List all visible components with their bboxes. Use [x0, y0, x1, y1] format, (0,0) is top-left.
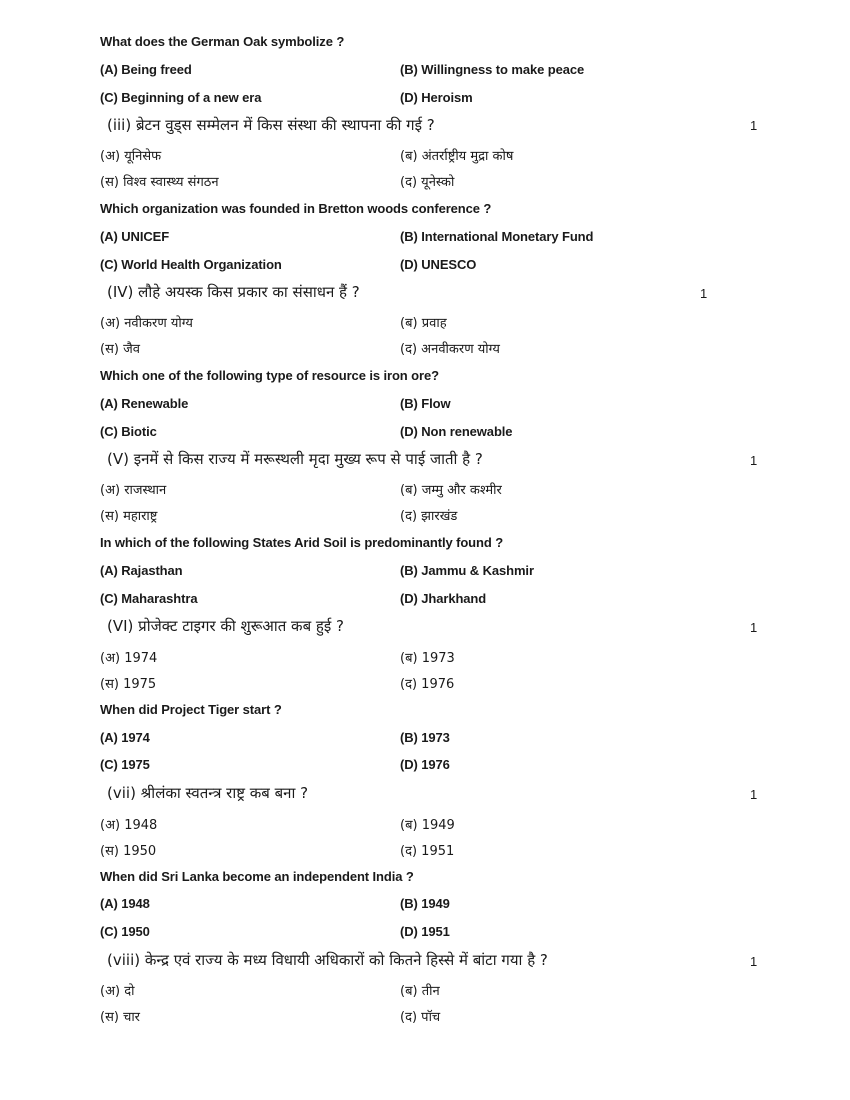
option-a: (अ) दो: [100, 984, 135, 999]
option-row: [100, 674, 455, 692]
option-row: [100, 313, 447, 331]
question-hi: (iii) ब्रेटन वुड्स सम्मेलन में किस संस्था की स्थापना की गई ?: [107, 116, 435, 134]
marks: 1: [750, 118, 758, 133]
question-en: When did Sri Lanka become an independent India ?: [100, 869, 414, 884]
option-d: (द) अनवीकरण योग्य: [400, 342, 500, 357]
option-row: [100, 924, 450, 939]
option-row: [100, 90, 473, 105]
marks: 1: [750, 787, 758, 802]
option-row: [100, 981, 440, 999]
option-b: (ब) 1973: [400, 651, 455, 666]
marks: 1: [700, 286, 708, 301]
option-d: (D) Non renewable: [400, 424, 513, 439]
option-d: (D) Heroism: [400, 90, 473, 105]
question-hi: (V) इनमें से किस राज्य में मरूस्थली मृदा मुख्य रूप से पाई जाती है ?: [107, 450, 483, 468]
option-row: [100, 396, 451, 411]
option-row: [100, 257, 477, 272]
option-c: (C) Biotic: [100, 424, 157, 439]
option-c: (स) जैव: [100, 342, 140, 357]
option-row: [100, 896, 450, 911]
option-b: (B) International Monetary Fund: [400, 229, 594, 244]
option-a: (अ) 1948: [100, 818, 158, 833]
question-en: Which organization was founded in Bretton woods conference ?: [100, 201, 492, 216]
option-c: (C) Maharashtra: [100, 591, 198, 606]
option-row: [100, 841, 455, 859]
option-a: (A) Renewable: [100, 396, 189, 411]
option-d: (द) पॉच: [400, 1010, 441, 1025]
question-hi: (vii) श्रीलंका स्वतन्त्र राष्ट्र कब बना ?: [107, 784, 309, 802]
option-c: (स) महाराष्ट्र: [100, 509, 158, 524]
option-d: (द) यूनेस्को: [400, 175, 455, 190]
option-row: [100, 591, 487, 606]
option-row: [100, 757, 450, 772]
question-hi: (viii) केन्द्र एवं राज्य के मध्य विधायी अधिकारों को कितने हिस्से में बांटा गया है ?: [107, 951, 548, 969]
option-row: [100, 424, 513, 439]
option-d: (D) UNESCO: [400, 257, 477, 272]
option-row: [100, 815, 455, 833]
marks: 1: [750, 453, 758, 468]
option-b: (ब) प्रवाह: [400, 316, 447, 331]
option-b: (ब) तीन: [400, 984, 440, 999]
option-b: (B) 1973: [400, 730, 450, 745]
question-en: In which of the following States Arid Soil is predominantly found ?: [100, 535, 504, 550]
option-d: (द) 1976: [400, 677, 455, 692]
marks: 1: [750, 954, 758, 969]
option-a: (A) Being freed: [100, 62, 192, 77]
option-b: (ब) 1949: [400, 818, 455, 833]
question-hi: (VI) प्रोजेक्ट टाइगर की शुरूआत कब हुई ?: [107, 617, 344, 635]
option-a: (अ) नवीकरण योग्य: [100, 316, 193, 331]
option-d: (D) 1951: [400, 924, 450, 939]
option-b: (ब) अंतर्राष्ट्रीय मुद्रा कोष: [400, 149, 514, 164]
option-a: (अ) यूनिसेफ: [100, 149, 162, 164]
option-c: (स) 1975: [100, 677, 157, 692]
question-hi: (IV) लौहे अयस्क किस प्रकार का संसाधन हैं ?: [107, 283, 360, 301]
option-row: [100, 480, 502, 498]
option-row: [100, 339, 500, 357]
option-a: (A) UNICEF: [100, 229, 170, 244]
option-b: (B) Jammu & Kashmir: [400, 563, 534, 578]
option-row: [100, 506, 458, 524]
option-row: [100, 648, 455, 666]
option-c: (स) 1950: [100, 844, 157, 859]
option-c: (C) 1950: [100, 924, 150, 939]
option-d: (D) Jharkhand: [400, 591, 487, 606]
option-b: (B) 1949: [400, 896, 450, 911]
option-row: [100, 229, 594, 244]
option-b: (B) Flow: [400, 396, 451, 411]
option-c: (C) Beginning of a new era: [100, 90, 262, 105]
option-c: (स) विश्व स्वास्थ्य संगठन: [100, 175, 219, 190]
option-row: [100, 563, 534, 578]
option-d: (द) झारखंड: [400, 509, 458, 524]
option-a: (अ) राजस्थान: [100, 483, 167, 498]
option-c: (C) 1975: [100, 757, 150, 772]
question-en: What does the German Oak symbolize ?: [100, 34, 345, 49]
question-en: When did Project Tiger start ?: [100, 702, 282, 717]
marks: 1: [750, 620, 758, 635]
option-b: (B) Willingness to make peace: [400, 62, 585, 77]
question-en: Which one of the following type of resource is iron ore?: [100, 368, 439, 383]
option-c: (स) चार: [100, 1010, 141, 1025]
option-a: (अ) 1974: [100, 651, 158, 666]
option-row: [100, 146, 514, 164]
option-c: (C) World Health Organization: [100, 257, 282, 272]
option-row: [100, 172, 455, 190]
option-row: [100, 62, 585, 77]
option-a: (A) Rajasthan: [100, 563, 183, 578]
option-a: (A) 1948: [100, 896, 150, 911]
option-row: [100, 1007, 441, 1025]
option-d: (द) 1951: [400, 844, 455, 859]
option-row: [100, 730, 450, 745]
option-d: (D) 1976: [400, 757, 450, 772]
option-a: (A) 1974: [100, 730, 150, 745]
option-b: (ब) जम्मु और कश्मीर: [400, 483, 502, 498]
